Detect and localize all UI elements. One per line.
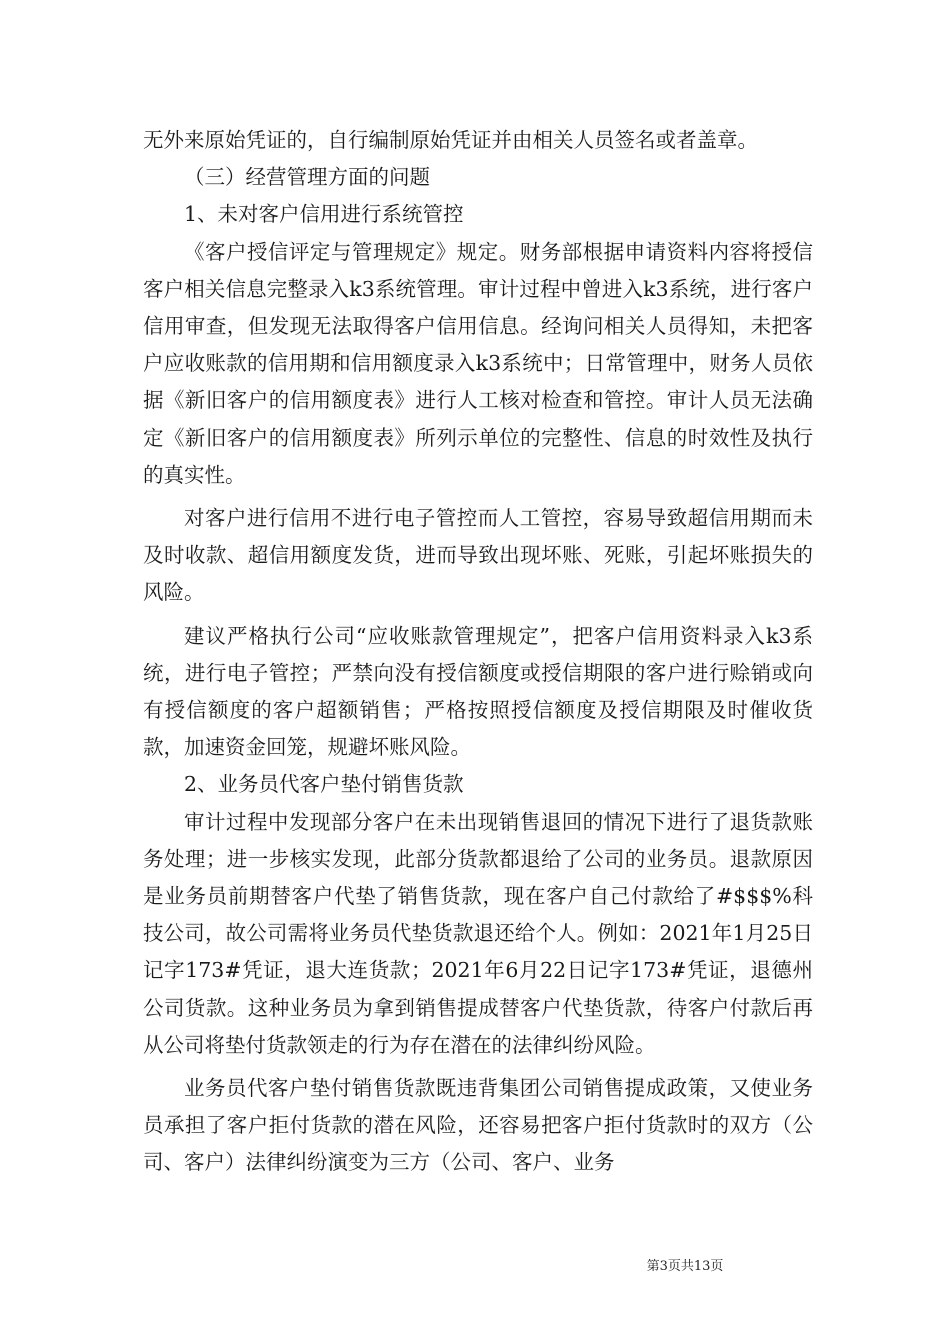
paragraph-continuation: 无外来原始凭证的，自行编制原始凭证并由相关人员签名或者盖章。 [143, 128, 758, 152]
paragraph-credit-regulation: 《客户授信评定与管理规定》规定。财务部根据申请资料内容将授信客户相关信息完整录入k3系统管理。审计过程中曾进入k3系统，进行客户信用审查，但发现无法取得客户信用信息。经询问相关人员得知，未把客户应收账款的信用期和信用额度录入k3系统中；日常管理中，财务人员依据《新旧客户的信用额度表》进行人工核对检查和管控。审计人员无法确定《新旧客户的信用额度表》所列示单位的完整性、信息的时效性及执行的真实性。 [143, 239, 813, 487]
paragraph-advance-payment-risk: 业务员代客户垫付销售货款既违背集团公司销售提成政策，又使业务员承担了客户拒付货款的潜在风险，还容易把客户拒付货款时的双方（公司、客户）法律纠纷演变为三方（公司、客户、业务 [143, 1076, 813, 1175]
paragraph-credit-suggestion: 建议严格执行公司“应收账款管理规定”，把客户信用资料录入k3系统，进行电子管控；严禁向没有授信额度或授信期限的客户进行赊销或向有授信额度的客户超额销售；严格按照授信额度及授信期限及时催收货款，加速资金回笼，规避坏账风险。 [143, 623, 813, 760]
subsection-heading-2: 2、业务员代客户垫付销售货款 [184, 772, 464, 797]
document-body [143, 122, 813, 1182]
paragraph-credit-risk: 对客户进行信用不进行电子管控而人工管控，容易导致超信用期而未及时收款、超信用额度发货，进而导致出现坏账、死账，引起坏账损失的风险。 [143, 506, 813, 605]
section-heading: （三）经营管理方面的问题 [184, 165, 430, 190]
page-number: 第3页共13页 [646, 1259, 724, 1274]
subsection-heading-1: 1、未对客户信用进行系统管控 [184, 202, 464, 227]
paragraph-advance-payment-finding: 审计过程中发现部分客户在未出现销售退回的情况下进行了退货款账务处理；进一步核实发现，此部分货款都退给了公司的业务员。退款原因是业务员前期替客户代垫了销售货款，现在客户自己付款给了#$$$%科技公司，故公司需将业务员代垫货款退还给个人。例如：2021年1月25日记字173#凭证，退大连货款；2021年6月22日记字173#凭证，退德州公司货款。这种业务员为拿到销售提成替客户代垫货款，待客户付款后再从公司将垫付货款领走的行为存在潜在的法律纠纷风险。 [143, 809, 813, 1057]
